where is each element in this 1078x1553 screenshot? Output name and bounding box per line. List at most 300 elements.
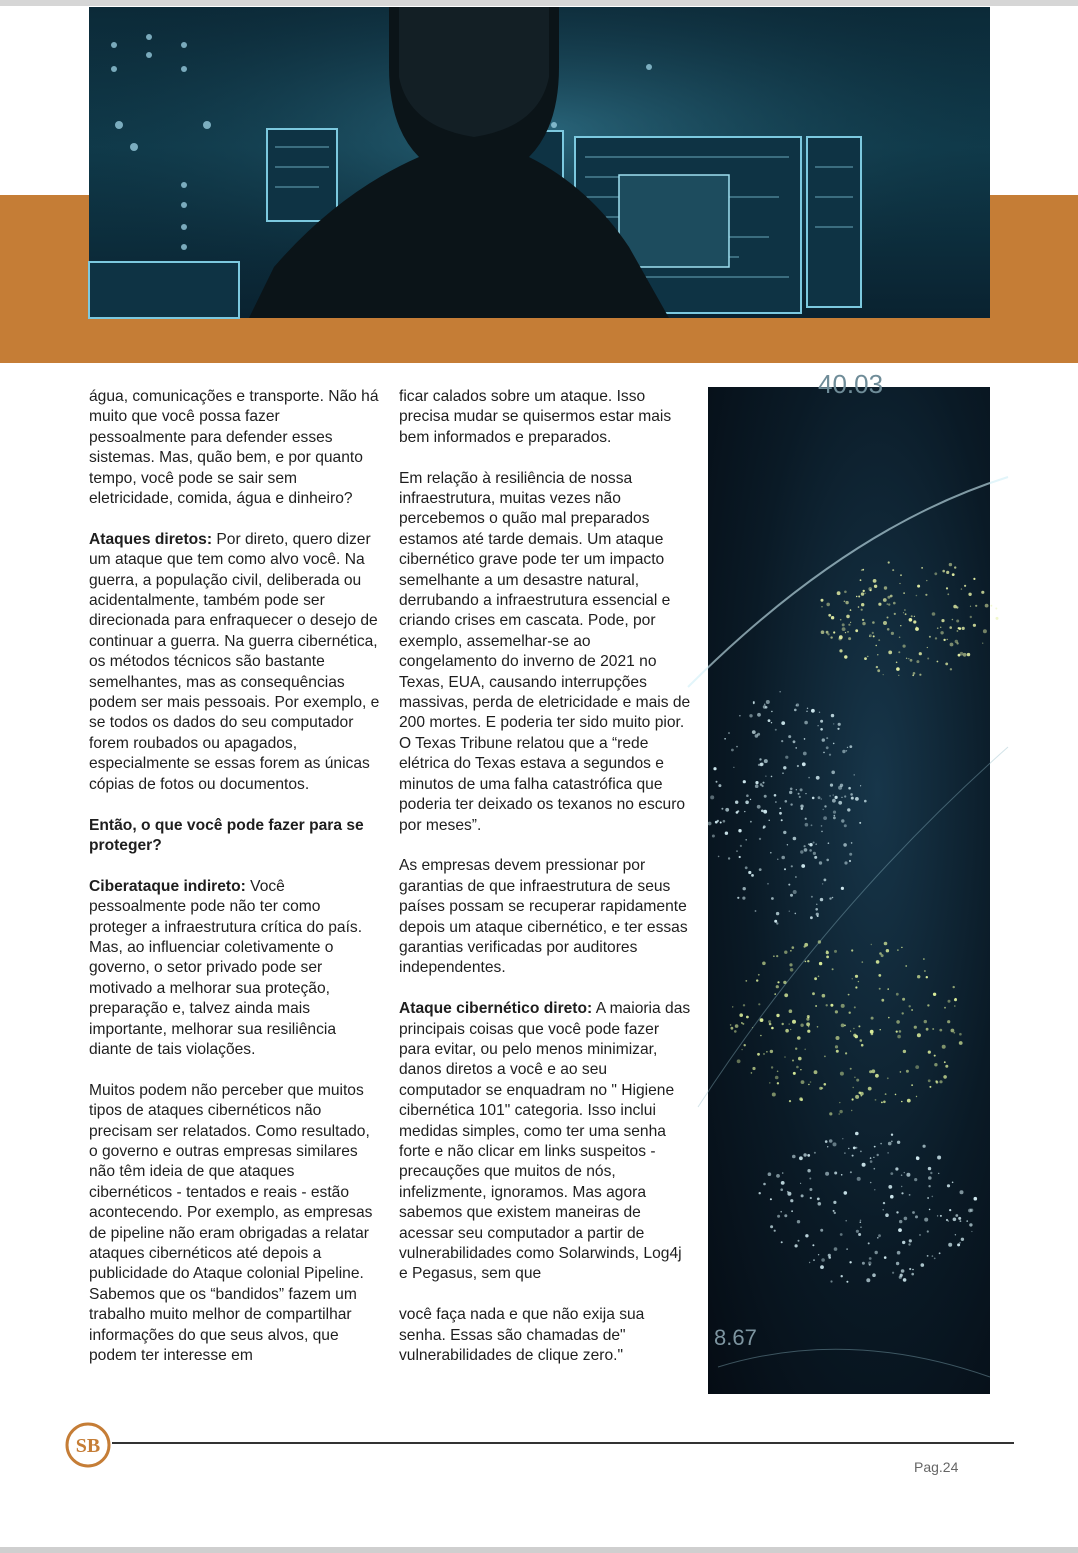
particle	[846, 750, 848, 752]
particle	[776, 912, 779, 915]
particle	[942, 1045, 946, 1049]
particle	[840, 619, 842, 621]
particle	[897, 949, 899, 951]
particle	[731, 749, 734, 752]
particle	[955, 1214, 958, 1217]
particle	[904, 1217, 908, 1221]
particle	[790, 1029, 791, 1030]
particle	[914, 1178, 917, 1181]
particle	[810, 1197, 812, 1199]
particle	[801, 808, 803, 810]
particle	[902, 1241, 905, 1244]
particle	[805, 818, 807, 820]
particle	[814, 856, 817, 859]
particle	[770, 1198, 772, 1200]
particle	[792, 1155, 796, 1159]
particle	[813, 852, 816, 855]
particle	[759, 868, 762, 871]
particle	[901, 1192, 903, 1194]
particle	[891, 632, 894, 635]
particle	[937, 1156, 941, 1160]
particle	[790, 950, 792, 952]
particle	[793, 837, 797, 841]
particle	[763, 1053, 764, 1054]
particle	[780, 1188, 783, 1191]
particle	[762, 785, 764, 787]
particle	[734, 1030, 737, 1033]
particle	[948, 1243, 952, 1247]
particle	[712, 835, 715, 838]
particle	[833, 631, 835, 633]
particle	[970, 616, 972, 618]
particle	[811, 896, 813, 898]
particle	[790, 788, 793, 791]
particle	[833, 1142, 837, 1146]
particle	[928, 1051, 931, 1054]
particle	[804, 738, 806, 740]
particle	[876, 960, 880, 964]
particle	[826, 1004, 828, 1006]
text-column-2	[399, 387, 691, 1387]
particle	[916, 660, 919, 663]
particle	[829, 897, 831, 899]
particle	[796, 789, 797, 790]
particle	[821, 831, 823, 833]
particle	[909, 1239, 912, 1242]
particle	[775, 729, 777, 731]
particle	[820, 898, 823, 901]
particle	[912, 674, 914, 676]
particle	[947, 639, 948, 640]
particle	[789, 1100, 791, 1102]
particle	[985, 604, 989, 608]
particle	[964, 585, 966, 587]
particle	[957, 630, 959, 632]
particle	[745, 801, 749, 805]
particle	[843, 843, 847, 847]
particle	[917, 975, 920, 978]
particle	[858, 1233, 861, 1236]
particle	[796, 1066, 799, 1069]
particle	[943, 1075, 947, 1079]
particle	[888, 651, 892, 655]
particle	[731, 1027, 734, 1030]
particle	[969, 1223, 972, 1226]
particle	[946, 1219, 948, 1221]
particle	[883, 674, 884, 675]
particle	[833, 817, 836, 820]
particle	[807, 1030, 810, 1033]
particle	[961, 1238, 964, 1241]
paragraph: Ataques diretos: Por direto, quero dizer um ataque que tem como alvo você. Na guerra, a população civil, deliberada ou acidentalmente, também pode ser direcionada para enfraquecer o desejo de continuar a guerra. Na guerra cibernética, os métodos técnicos são bastante semelhantes, mas as consequências podem ser mais pessoais. Por exemplo, e se todos os dados do seu computador forem roubados ou apagados, especialmente se essas forem as únicas cópias de fotos ou documentos.	[89, 530, 380, 793]
particle	[718, 856, 720, 858]
particle	[826, 951, 829, 954]
particle	[960, 1220, 962, 1222]
particle	[862, 961, 864, 963]
particle	[868, 1087, 872, 1091]
particle	[850, 622, 851, 623]
particle	[952, 573, 955, 576]
particle	[752, 1067, 755, 1070]
particle	[761, 810, 764, 813]
particle	[845, 1220, 847, 1222]
particle	[874, 1168, 876, 1170]
particle	[934, 572, 937, 575]
particle	[832, 897, 834, 899]
particle	[785, 756, 788, 759]
particle	[840, 1072, 844, 1076]
particle	[808, 777, 810, 779]
particle	[771, 897, 774, 900]
particle	[745, 839, 747, 841]
particle	[759, 838, 761, 840]
particle	[815, 843, 817, 845]
particle	[795, 747, 797, 749]
particle	[849, 853, 852, 856]
particle	[858, 606, 860, 608]
particle	[780, 691, 781, 692]
particle	[890, 1172, 893, 1175]
particle	[847, 631, 848, 632]
top-rule	[0, 0, 1078, 6]
particle	[938, 1173, 939, 1174]
particle	[981, 591, 984, 594]
particle	[772, 1093, 776, 1097]
particle	[896, 1262, 899, 1265]
particle	[946, 571, 949, 574]
particle	[860, 1039, 863, 1042]
particle	[876, 645, 877, 646]
particle	[775, 1076, 779, 1080]
particle	[762, 962, 766, 966]
particle	[905, 613, 907, 615]
particle	[800, 805, 803, 808]
particle	[924, 1020, 927, 1023]
particle	[744, 1044, 746, 1046]
particle	[846, 615, 850, 619]
particle	[822, 994, 826, 998]
particle	[769, 1082, 770, 1083]
particle	[950, 643, 954, 647]
particle	[755, 781, 758, 784]
particle	[808, 843, 810, 845]
particle	[883, 1101, 886, 1104]
particle	[809, 1262, 810, 1263]
particle	[860, 1220, 862, 1222]
particle	[809, 843, 812, 846]
particle	[757, 805, 761, 809]
particle	[959, 1041, 963, 1045]
particle	[948, 1000, 951, 1003]
particle	[853, 1028, 855, 1030]
particle	[955, 998, 957, 1000]
particle	[909, 1194, 911, 1196]
particle	[782, 1172, 784, 1174]
particle	[844, 591, 847, 594]
particle	[944, 1007, 946, 1009]
particle	[940, 1215, 942, 1217]
particle	[884, 942, 888, 946]
particle	[733, 767, 734, 768]
particle	[809, 849, 812, 852]
particle	[723, 820, 726, 823]
particle	[790, 803, 792, 805]
particle	[833, 743, 835, 745]
particle	[800, 1069, 801, 1070]
particle	[878, 639, 880, 641]
particle	[942, 570, 945, 573]
particle	[818, 940, 821, 943]
particle	[851, 842, 853, 844]
particle	[996, 617, 999, 620]
particle	[805, 823, 809, 827]
particle	[833, 1201, 836, 1204]
particle	[757, 733, 760, 736]
particle	[934, 1055, 936, 1057]
particle	[736, 746, 738, 748]
particle	[792, 1060, 794, 1062]
lead-indirect-attack: Ciberataque indireto:	[89, 877, 246, 895]
particle	[732, 1006, 733, 1007]
particle	[875, 1099, 877, 1101]
particle	[807, 708, 808, 709]
particle	[896, 1020, 900, 1024]
particle	[827, 1146, 828, 1147]
particle	[799, 1156, 803, 1160]
particle	[828, 614, 831, 617]
particle	[822, 883, 823, 884]
particle	[763, 1183, 766, 1186]
particle	[821, 825, 823, 827]
particle	[735, 801, 738, 804]
particle	[805, 1234, 808, 1237]
particle	[725, 808, 729, 812]
particle	[850, 1171, 852, 1173]
particle	[845, 632, 846, 633]
particle	[826, 603, 830, 607]
particle	[875, 1251, 878, 1254]
particle	[932, 612, 936, 616]
particle	[770, 1225, 773, 1228]
particle	[912, 1211, 915, 1214]
particle	[777, 1082, 779, 1084]
particle	[971, 1231, 972, 1232]
particle	[856, 1079, 859, 1082]
particle	[739, 856, 741, 858]
particle	[901, 1174, 903, 1176]
particle	[915, 1215, 918, 1218]
particle	[789, 1009, 793, 1013]
particle	[831, 714, 834, 717]
particle	[923, 1145, 926, 1148]
particle	[831, 771, 835, 775]
particle	[833, 794, 834, 795]
particle	[833, 1210, 835, 1212]
particle	[834, 1172, 837, 1175]
particle	[817, 1198, 820, 1201]
particle	[939, 1080, 942, 1083]
particle	[818, 725, 819, 726]
particle	[803, 1153, 806, 1156]
particle	[836, 1036, 840, 1040]
particle	[771, 722, 772, 723]
particle	[940, 631, 943, 634]
particle	[767, 883, 769, 885]
particle	[804, 845, 806, 847]
particle	[934, 1258, 936, 1260]
particle	[955, 640, 958, 643]
particle	[834, 1212, 836, 1214]
particle	[841, 797, 842, 798]
particle	[895, 1167, 898, 1170]
particle	[934, 1063, 937, 1066]
particle	[755, 910, 757, 912]
lead-direct-cyberattack: Ataque cibernético direto:	[399, 1000, 593, 1018]
particle	[898, 651, 900, 653]
particle	[777, 1071, 779, 1073]
particle	[861, 609, 863, 611]
particle	[909, 618, 913, 622]
particle	[831, 616, 834, 619]
particle	[850, 1031, 851, 1032]
particle	[730, 1024, 732, 1026]
particle	[799, 1097, 802, 1100]
particle	[952, 619, 954, 621]
particle	[830, 636, 832, 638]
readout-bottom: 8.67	[714, 1325, 757, 1350]
particle	[798, 1240, 800, 1242]
particle	[861, 603, 864, 606]
particle	[873, 579, 877, 583]
particle	[833, 723, 834, 724]
particle	[909, 1005, 911, 1007]
paragraph: As empresas devem pressionar por garantias de que infraestrutura de seus países possam se recuperar rapidamente depois um ataque cibernético, e ter essas garantias verificadas por auditores independentes.	[399, 857, 688, 977]
particle	[884, 586, 887, 589]
particle	[885, 1093, 887, 1095]
particle	[891, 1134, 893, 1136]
particle	[870, 1157, 872, 1159]
particle	[808, 1017, 810, 1019]
particle	[736, 850, 738, 852]
particle	[929, 1086, 931, 1088]
particle	[899, 637, 901, 639]
particle	[802, 762, 806, 766]
particle	[856, 596, 857, 597]
paragraph: Ciberataque indireto: Você pessoalmente pode não ter como proteger a infraestrutura crítica do país. Mas, ao influenciar coletivamente o governo, o setor privado pode ser motivado a melhorar sua proteção, preparação e, talvez ainda mais importante, melhorar sua resiliência diante de tais violações.	[89, 877, 363, 1058]
particle	[967, 653, 970, 656]
particle	[874, 1146, 876, 1148]
particle	[887, 1077, 889, 1079]
particle	[933, 993, 936, 996]
particle	[780, 1211, 782, 1213]
particle	[958, 654, 961, 657]
particle	[777, 981, 779, 983]
particle	[853, 1147, 856, 1150]
particle	[855, 797, 859, 801]
particle	[784, 1214, 787, 1217]
particle	[826, 737, 828, 739]
particle	[892, 569, 894, 571]
particle	[927, 1255, 929, 1257]
particle	[929, 636, 931, 638]
particle	[757, 1053, 760, 1056]
particle	[811, 709, 815, 713]
particle	[900, 1071, 902, 1073]
particle	[800, 1183, 801, 1184]
particle	[826, 956, 829, 959]
particle	[743, 780, 746, 783]
particle	[879, 952, 882, 955]
particle	[899, 1220, 902, 1223]
particle	[958, 627, 960, 629]
particle	[856, 1230, 859, 1233]
particle	[869, 1070, 872, 1073]
particle	[763, 827, 765, 829]
particle	[880, 1029, 881, 1030]
particle	[804, 943, 808, 947]
particle	[847, 808, 850, 811]
particle	[844, 861, 847, 864]
particle	[853, 1034, 856, 1037]
particle	[773, 955, 775, 957]
particle	[807, 1154, 810, 1157]
particle	[816, 904, 817, 905]
particle	[766, 1051, 768, 1053]
particle	[898, 1228, 902, 1232]
particle	[792, 1020, 796, 1024]
particle	[838, 637, 841, 640]
particle	[825, 1172, 829, 1176]
particle	[833, 811, 836, 814]
particle	[795, 913, 797, 915]
particle	[845, 1052, 847, 1054]
particle	[835, 1045, 838, 1048]
particle	[794, 709, 797, 712]
particle	[820, 720, 823, 723]
particle	[780, 808, 782, 810]
particle	[932, 1028, 934, 1030]
particle	[821, 1258, 825, 1262]
particle	[787, 844, 788, 845]
particle	[763, 810, 767, 814]
particle	[763, 782, 765, 784]
particle	[807, 960, 809, 962]
particle	[901, 1186, 902, 1187]
particle	[893, 602, 896, 605]
particle	[973, 624, 976, 627]
particle	[916, 1096, 917, 1097]
particle	[887, 628, 890, 631]
particle	[935, 1080, 937, 1082]
particle	[781, 1181, 785, 1185]
particle	[876, 666, 878, 668]
particle	[724, 738, 726, 740]
particle	[928, 1176, 932, 1180]
particle	[752, 730, 756, 734]
particle	[784, 951, 787, 954]
particle	[798, 793, 800, 795]
particle	[816, 913, 819, 916]
particle	[797, 765, 799, 767]
particle	[776, 1174, 780, 1178]
particle	[888, 1142, 892, 1146]
particle	[784, 1056, 786, 1058]
particle	[849, 1261, 851, 1263]
particle	[916, 1157, 920, 1161]
particle	[768, 719, 771, 722]
particle	[903, 612, 904, 613]
particle	[857, 1177, 861, 1181]
